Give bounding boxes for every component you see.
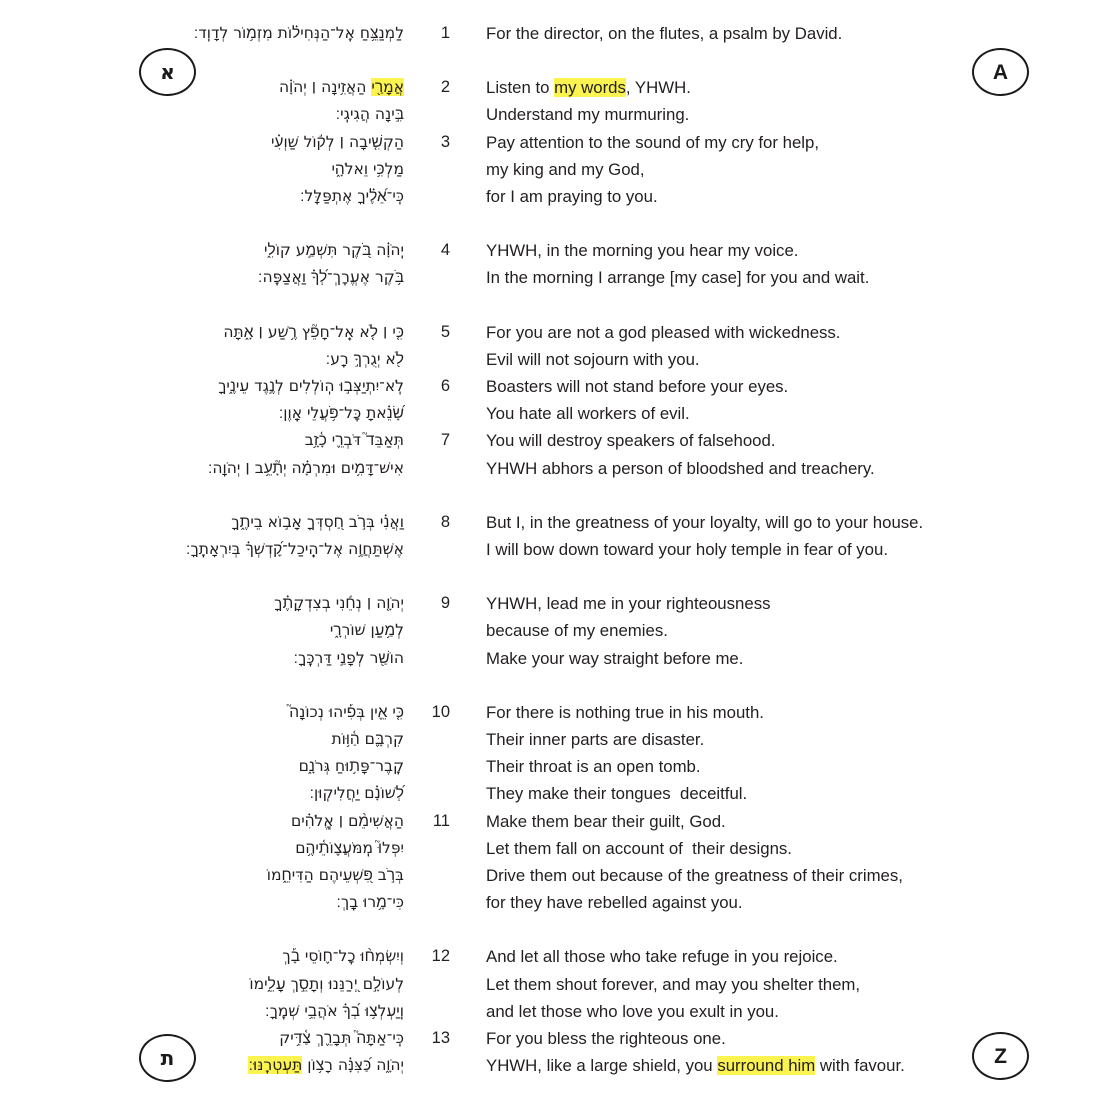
highlighted-text: surround him xyxy=(717,1056,816,1076)
verse-line xyxy=(0,780,1110,807)
english-line xyxy=(486,237,1096,264)
text-run: For the director, on the flutes, a psalm by David. xyxy=(486,24,843,43)
text-run: YHWH, in the morning you hear my voice. xyxy=(486,241,799,261)
hebrew-line xyxy=(0,726,404,753)
english-line xyxy=(486,971,1096,998)
verse-line xyxy=(0,862,1110,889)
hebrew-line xyxy=(0,753,404,780)
verse-line xyxy=(0,101,1110,128)
text-run: שָׂ֝נֵ֗אתָ כׇּל־פֹּ֥עֲלֵי אָֽוֶן׃ xyxy=(278,404,404,423)
verse-stanza xyxy=(0,699,1110,917)
text-run: And let all those who take refuge in you rejoice. xyxy=(486,947,838,967)
text-run: קֶֽבֶר־פָּת֥וּחַ גְּרֹנָ֑ם xyxy=(298,757,404,776)
text-run: YHWH abhors a person of bloodshed and treachery. xyxy=(486,458,875,478)
text-run: , YHWH. xyxy=(625,78,691,98)
text-run: You hate all workers of evil. xyxy=(486,404,690,424)
verse-line xyxy=(0,617,1110,644)
verse-number: 1 xyxy=(440,24,450,42)
verse-line xyxy=(0,237,1110,264)
text-run: וְֽיַעְלְצ֥וּ בְ֝ךָ֗ אֹהֲבֵ֥י שְׁמֶֽךָ׃ xyxy=(265,1001,404,1020)
english-line xyxy=(486,373,1096,400)
text-run: Let them fall on account of their designs. xyxy=(486,838,792,858)
verse-line xyxy=(0,889,1110,916)
hebrew-line xyxy=(0,455,404,482)
hebrew-line xyxy=(0,183,404,210)
text-run: בְּרֹ֣ב פִּ֭שְׁעֵיהֶם הַדִּיחֵ֑מוֹ xyxy=(266,865,404,884)
english-line xyxy=(486,590,1096,617)
english-line xyxy=(486,699,1096,726)
hebrew-line xyxy=(0,699,404,726)
verse-line xyxy=(0,536,1110,563)
verse-line xyxy=(0,726,1110,753)
verse-line xyxy=(0,400,1110,427)
text-run: Listen to xyxy=(486,78,555,98)
hebrew-line xyxy=(0,509,404,536)
hebrew-line xyxy=(0,889,404,916)
english-line xyxy=(486,943,1096,970)
hebrew-line xyxy=(0,346,404,373)
hebrew-line xyxy=(0,129,404,156)
english-line xyxy=(486,129,1096,156)
text-run: YHWH, like a large shield, you xyxy=(486,1056,718,1076)
text-run: for I am praying to you. xyxy=(486,186,658,206)
verse-stanza xyxy=(0,20,1110,47)
text-run: Let them shout forever, and may you shelter them, xyxy=(486,974,861,994)
verse-line xyxy=(0,509,1110,536)
text-run: and let those who love you exult in you. xyxy=(486,1001,779,1021)
verse-number: 12 xyxy=(431,947,450,966)
text-run: for they have rebelled against you. xyxy=(486,893,743,913)
english-line xyxy=(486,346,1096,373)
hebrew-line xyxy=(0,101,404,128)
english-line xyxy=(486,889,1096,916)
verse-number: 4 xyxy=(440,241,450,260)
highlighted-text: my words xyxy=(554,78,626,98)
english-line xyxy=(486,780,1096,807)
verse-line xyxy=(0,455,1110,482)
acrostic-marker-aleph-label: א xyxy=(160,60,175,84)
verse-line xyxy=(0,264,1110,291)
verse-line xyxy=(0,699,1110,726)
text-run: יְהֹוָ֤ה ׀ נְחֵ֬נִי בְצִדְקָתֶ֗ךָ xyxy=(274,594,404,613)
text-run: הוֹשַׁ֖ר לְפָנַ֣י דַּרְכֶּֽךָ׃ xyxy=(293,648,404,667)
text-run: Understand my murmuring. xyxy=(486,105,690,125)
verse-stanza xyxy=(0,590,1110,672)
text-run: הַאֲזִ֥ינָה ׀ יְהֹוָ֗ה xyxy=(278,78,372,97)
hebrew-line xyxy=(0,998,404,1025)
text-run: מַלְכִּ֥י וֵאלֹהָ֑י xyxy=(331,159,404,178)
verse-number: 7 xyxy=(440,431,450,450)
verse-number: 5 xyxy=(440,322,450,341)
highlighted-text: תַּעְטְרֶֽנּוּ׃ xyxy=(248,1056,303,1075)
hebrew-line xyxy=(0,400,404,427)
verse-line xyxy=(0,590,1110,617)
text-run: כִּ֤י אֵ֪ין בְּפִ֡יהוּ נְכוֹנָה֮ xyxy=(289,702,404,721)
text-run: Make them bear their guilt, God. xyxy=(486,811,726,831)
verse-number: 10 xyxy=(431,702,450,721)
english-line xyxy=(486,998,1096,1025)
text-run: לְ֝שׁוֹנָ֗ם יַחֲלִיקֽוּן׃ xyxy=(309,784,404,803)
english-line xyxy=(486,645,1096,672)
english-line xyxy=(486,455,1096,482)
verse-number: 9 xyxy=(440,594,450,613)
text-run: יְהֹוָ֑ה כַּ֝צִּנָּ֗ה רָצ֥וֹן xyxy=(302,1056,404,1075)
verse-line xyxy=(0,129,1110,156)
english-line xyxy=(486,536,1096,563)
verse-line xyxy=(0,183,1110,210)
verse-line xyxy=(0,20,1110,47)
text-run: לֹ֖א יְגֻרְךָ֣ רָֽע׃ xyxy=(325,349,404,368)
english-line xyxy=(486,617,1096,644)
text-run: קִרְבָּ֢ם הַ֫וּ֥וֹת xyxy=(331,729,404,748)
text-run: לֹֽא־יִתְיַצְּב֣וּ הֽוֹלְלִים לְנֶ֣גֶד עֵינֶ֑יךָ xyxy=(218,376,404,395)
hebrew-line xyxy=(0,971,404,998)
english-line xyxy=(486,427,1096,454)
text-run: יְֽהֹוָ֗ה בֹּ֭קֶר תִּשְׁמַ֣ע קוֹלִ֑י xyxy=(264,241,404,260)
text-run: הַאֲשִׁימֵ֨ם ׀ אֱֽלֹהִ֗ים xyxy=(290,811,404,830)
english-line xyxy=(486,101,1096,128)
hebrew-line xyxy=(0,1052,404,1079)
acrostic-marker-a xyxy=(972,48,1029,96)
english-line xyxy=(486,319,1096,346)
acrostic-marker-tav-label: ת xyxy=(160,1046,175,1070)
hebrew-line xyxy=(0,264,404,291)
text-run: כִּי־מָ֥רוּ בָֽךְ׃ xyxy=(336,893,404,912)
verse-line xyxy=(0,943,1110,970)
hebrew-line xyxy=(0,645,404,672)
acrostic-marker-z xyxy=(972,1032,1029,1080)
verse-number: 6 xyxy=(440,376,450,395)
text-run: with favour. xyxy=(815,1056,905,1076)
text-run: You will destroy speakers of falsehood. xyxy=(486,431,776,451)
verse-number: 8 xyxy=(440,512,450,531)
english-line xyxy=(486,156,1096,183)
english-line xyxy=(486,835,1096,862)
english-line xyxy=(486,20,1096,47)
verse-line xyxy=(0,156,1110,183)
text-run: my king and my God, xyxy=(486,159,645,179)
text-run: וַאֲנִ֗י בְּרֹ֣ב חַ֭סְדְּךָ אָב֣וֹא בֵיתֶ֑ךָ xyxy=(231,512,404,531)
acrostic-marker-z-label: Z xyxy=(994,1044,1007,1068)
text-run: כִּֽי־אֵ֝לֶ֗יךָ אֶתְפַּלָּֽל׃ xyxy=(299,186,404,205)
text-run: I will bow down toward your holy temple in fear of you. xyxy=(486,539,889,559)
verse-line xyxy=(0,373,1110,400)
hebrew-line xyxy=(0,319,404,346)
verse-line xyxy=(0,319,1110,346)
text-run: Make your way straight before me. xyxy=(486,648,744,668)
acrostic-marker-tav xyxy=(139,1034,196,1082)
text-run: They make their tongues deceitful. xyxy=(486,784,748,804)
verse-line xyxy=(0,971,1110,998)
text-run: Their throat is an open tomb. xyxy=(486,757,701,777)
text-run: because of my enemies. xyxy=(486,621,668,641)
english-line xyxy=(486,862,1096,889)
hebrew-line xyxy=(0,943,404,970)
text-run: כִּֽי־אַתָּה֮ תְּבָרֵ֢ךְ צַ֫דִּ֥יק xyxy=(279,1028,404,1047)
verse-number: 11 xyxy=(432,811,450,830)
hebrew-line xyxy=(0,74,404,101)
hebrew-line xyxy=(0,780,404,807)
verse-line xyxy=(0,645,1110,672)
english-line xyxy=(486,726,1096,753)
hebrew-line xyxy=(0,373,404,400)
text-run: יִפְּלוּ֮ מִֽמֹּעֲצ֢וֹתֵ֫יהֶ֥ם xyxy=(295,838,404,857)
hebrew-line xyxy=(0,862,404,889)
text-run: For there is nothing true in his mouth. xyxy=(486,702,764,722)
hebrew-line xyxy=(0,1025,404,1052)
text-run: For you are not a god pleased with wickedness. xyxy=(486,322,841,342)
text-run: Boasters will not stand before your eyes. xyxy=(486,376,789,396)
text-run: תְּאַבֵּד֮ דֹּבְרֵ֢י כָ֫זָ֥ב xyxy=(304,431,404,450)
text-run: Their inner parts are disaster. xyxy=(486,729,705,749)
text-run: In the morning I arrange [my case] for you and wait. xyxy=(486,268,870,288)
verse-line xyxy=(0,808,1110,835)
hebrew-line xyxy=(0,536,404,563)
english-line xyxy=(486,400,1096,427)
hebrew-line xyxy=(0,156,404,183)
verse-stanza xyxy=(0,237,1110,291)
text-run: בִּ֣ינָה הֲגִיגִֽי׃ xyxy=(335,105,404,124)
acrostic-marker-aleph xyxy=(139,48,196,96)
hebrew-line xyxy=(0,20,404,47)
text-run: For you bless the righteous one. xyxy=(486,1028,726,1048)
verse-stanza xyxy=(0,319,1110,482)
english-line xyxy=(486,808,1096,835)
verse-line xyxy=(0,835,1110,862)
text-run: לְמַ֥עַן שׁוֹרְרָ֑י xyxy=(329,621,404,640)
hebrew-line xyxy=(0,427,404,454)
text-run: YHWH, lead me in your righteousness xyxy=(486,594,771,614)
text-run: הַקְשִׁ֤יבָה ׀ לְק֬וֹל שַׁוְעִ֗י xyxy=(270,132,404,151)
text-run: לְעוֹלָ֣ם יְ֭רַנֵּנוּ וְתָסֵ֣ךְ עָלֵ֑ימוֹ xyxy=(249,974,404,993)
hebrew-line xyxy=(0,808,404,835)
text-run: אֶשְׁתַּחֲוֶ֥ה אֶל־הֵֽיכַל־קׇ֝דְשְׁךָ֗ בְּיִרְאָתֶֽךָ׃ xyxy=(185,539,404,558)
text-run: Pay attention to the sound of my cry for help, xyxy=(486,132,820,152)
verse-number: 2 xyxy=(440,78,450,97)
verse-line xyxy=(0,346,1110,373)
verse-number: 3 xyxy=(440,132,450,151)
hebrew-line xyxy=(0,237,404,264)
hebrew-line xyxy=(0,617,404,644)
text-run: לַמְנַצֵּ֥חַ אֶֽל־הַנְּחִיל֗וֹת מִזְמ֥וֹר לְדָוִֽד׃ xyxy=(193,24,404,42)
text-run: But I, in the greatness of your loyalty, will go to your house. xyxy=(486,512,924,532)
verse-line xyxy=(0,998,1110,1025)
english-line xyxy=(486,509,1096,536)
verse-stanza xyxy=(0,509,1110,563)
text-run: כִּ֤י ׀ לֹ֤א אֵֽל־חָפֵ֘ץ רֶ֥שַׁע ׀ אָ֑תָּה xyxy=(223,322,404,341)
hebrew-line xyxy=(0,590,404,617)
english-line xyxy=(486,183,1096,210)
verse-line xyxy=(0,753,1110,780)
highlighted-text: אֲמָרַ֖י xyxy=(371,78,404,97)
verse-line xyxy=(0,427,1110,454)
text-run: בֹּ֥קֶר אֶעֱרׇךְ־לְ֝ךָ֗ וַאֲצַפֶּֽה׃ xyxy=(257,268,404,287)
text-run: אִישׁ־דָּמִ֥ים וּמִרְמָ֗ה יְתָ֘עֵ֥ב ׀ יְהֹוָֽה׃ xyxy=(207,458,404,477)
english-line xyxy=(486,753,1096,780)
text-run: Evil will not sojourn with you. xyxy=(486,349,700,369)
acrostic-marker-a-label: A xyxy=(992,60,1009,84)
hebrew-line xyxy=(0,835,404,862)
text-run: וְיִשְׂמְח֨וּ כׇל־ח֪וֹסֵי בָ֡ךְ xyxy=(282,947,404,966)
text-run: Drive them out because of the greatness of their crimes, xyxy=(486,865,903,885)
english-line xyxy=(486,264,1096,291)
verse-number: 13 xyxy=(431,1028,450,1047)
